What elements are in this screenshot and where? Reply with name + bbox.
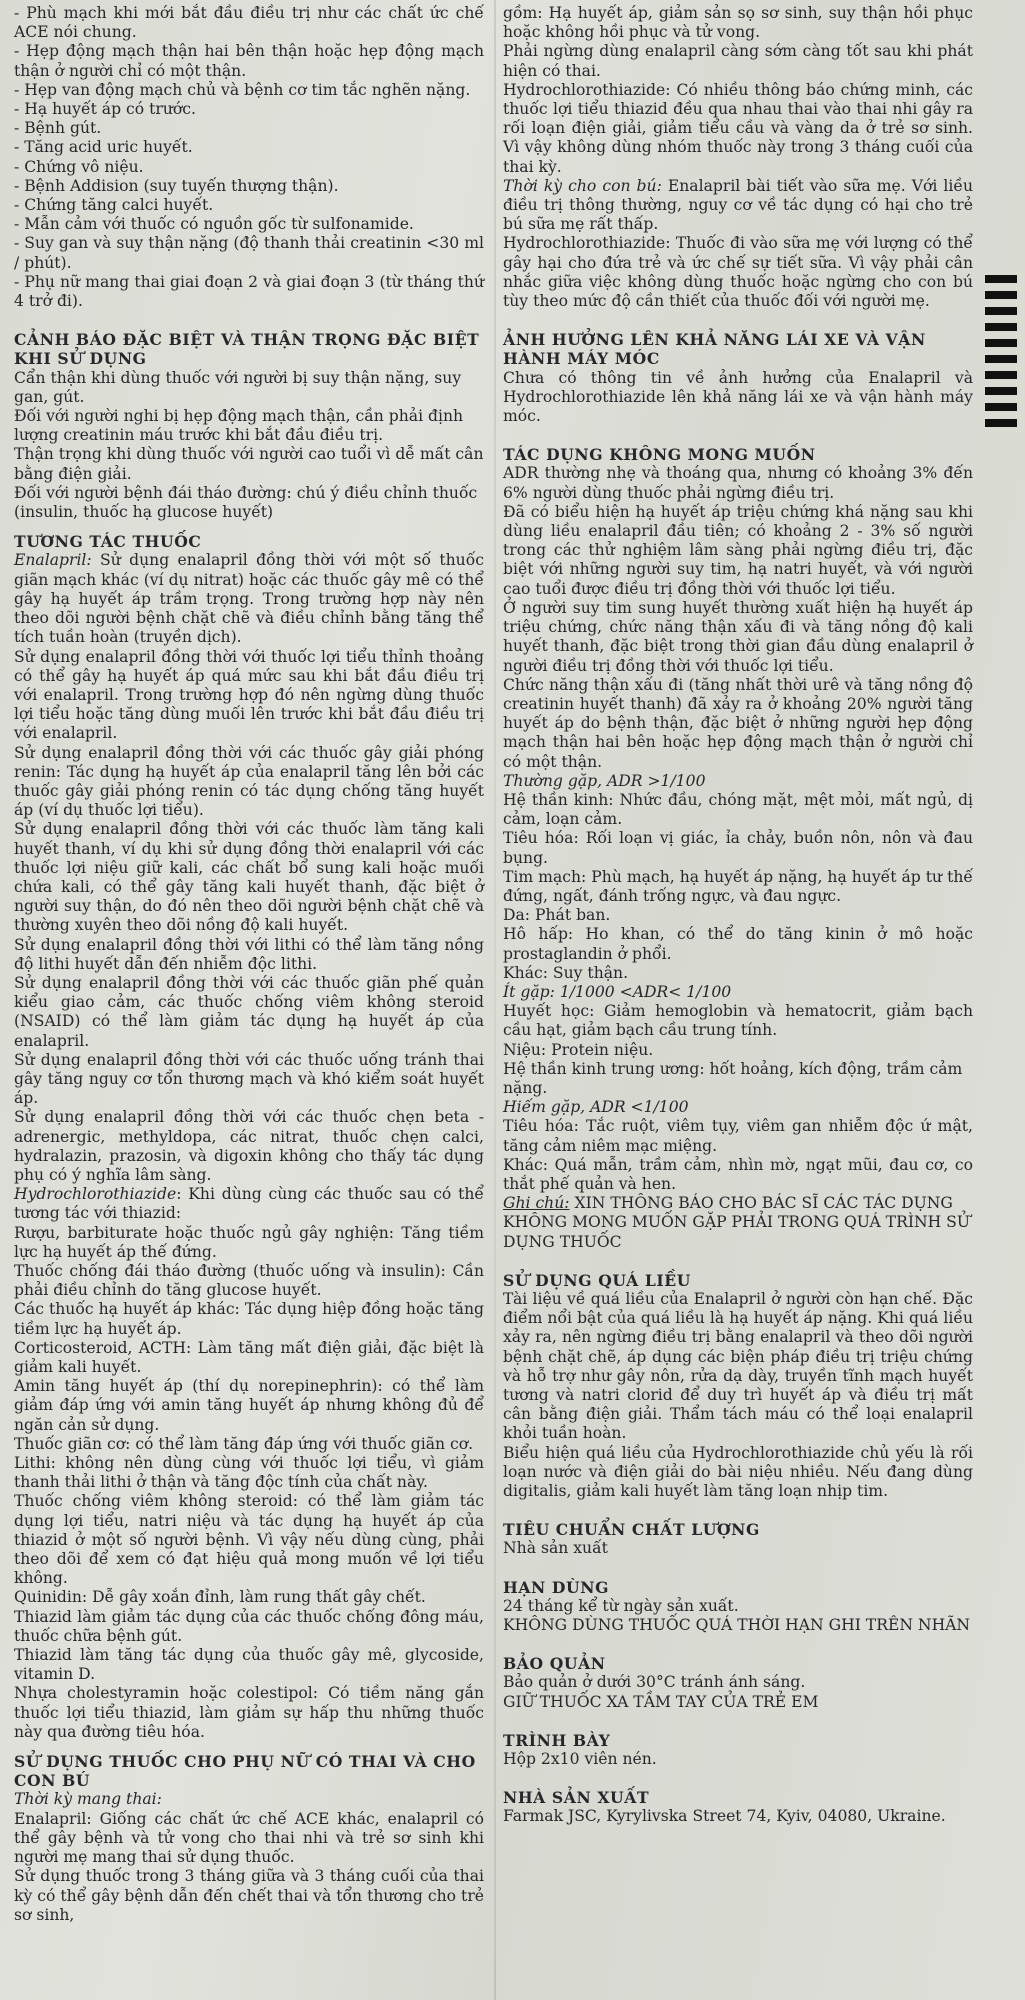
- paragraph: [14, 1185, 484, 1223]
- barcode-stripes: [985, 275, 1017, 433]
- list-item: - Tăng acid uric huyết.: [14, 138, 193, 157]
- subheading: Thời kỳ cho con bú:: [503, 176, 662, 195]
- list-item: - Phụ nữ mang thai giai đoạn 2 và giai đoạn 3 (từ tháng thứ 4 trở đi).: [14, 272, 484, 311]
- drug-label: Enalapril:: [14, 551, 92, 570]
- paragraph: GIỮ THUỐC XA TẦM TAY CỦA TRẺ EM: [503, 1692, 819, 1711]
- paragraph: Sử dụng enalapril đồng thời với các thuốc giãn phế quản kiểu giao cảm, các thuốc chống viêm không steroid (NSAID) có thể làm giảm tác dụng hạ huyết áp của enalapril.: [14, 973, 484, 1050]
- paragraph: Nhà sản xuất: [503, 1539, 608, 1558]
- frequency-label: Thường gặp, ADR >1/100: [503, 771, 706, 790]
- presentation-heading: TRÌNH BÀY: [503, 1730, 611, 1750]
- paragraph: Lithi: không nên dùng cùng với thuốc lợi tiểu, vì giảm thanh thải lithi ở thận và tăng độc tính của chất này.: [14, 1454, 484, 1492]
- paragraph: Biểu hiện quá liều của Hydrochlorothiazide chủ yếu là rối loạn nước và điện giải do bài niệu nhiều. Nếu đang dùng digitalis, giảm kali huyết làm tăng loạn nhịp tim.: [503, 1443, 973, 1501]
- paragraph: Tài liệu về quá liều của Enalapril ở người còn hạn chế. Đặc điểm nổi bật của quá liều là hạ huyết áp nặng. Khi quá liều xảy ra, nên ngừng điều trị bằng enalapril và theo dõi người bệnh chặt chẽ, áp dụng các biện pháp điều trị triệu chứng và hỗ trợ như gây nôn, rửa dạ dày, truyền tĩnh mạch huyết tương và natri clorid để duy trì huyết áp và điều trị mất cân bằng điện giải. Thẩm tách máu có thể loại enalapril khỏi tuần hoàn.: [503, 1290, 973, 1443]
- paragraph: Enalapril: Giống các chất ức chế ACE khác, enalapril có thể gây bệnh và tử vong cho thai nhi và trẻ sơ sinh khi người mẹ mang thai sử dụng thuốc.: [14, 1809, 484, 1867]
- list-item: - Chứng tăng calci huyết.: [14, 196, 214, 215]
- paragraph: Khác: Quá mẫn, trầm cảm, nhìn mờ, ngạt mũi, đau cơ, co thắt phế quản và hen.: [503, 1155, 973, 1193]
- paragraph: Huyết học: Giảm hemoglobin và hematocrit, giảm bạch cầu hạt, giảm bạch cầu trung tính.: [503, 1002, 973, 1040]
- paragraph: Tim mạch: Phù mạch, hạ huyết áp nặng, hạ huyết áp tư thế đứng, ngất, đánh trống ngực, và đau ngực.: [503, 867, 973, 905]
- list-item: - Bệnh gút.: [14, 119, 102, 138]
- paragraph: Thuốc chống viêm không steroid: có thể làm giảm tác dụng lợi tiểu, natri niệu và tác dụng hạ huyết áp của thiazid ở một số người bệnh. Vì vậy nếu dùng cùng, phải theo dõi để xem có đạt hiệu quả mong muốn về lợi tiểu không.: [14, 1492, 484, 1588]
- paragraph: Hệ thần kinh: Nhức đầu, chóng mặt, mệt mỏi, mất ngủ, dị cảm, loạn cảm.: [503, 790, 973, 829]
- paragraph: Farmak JSC, Kyrylivska Street 74, Kyiv, 04080, Ukraine.: [503, 1807, 946, 1826]
- paragraph: Amin tăng huyết áp (thí dụ norepinephrin): có thể làm giảm đáp ứng với amin tăng huyết áp nhưng không đủ để ngăn cản sử dụng.: [14, 1377, 484, 1434]
- paragraph: Quinidin: Dễ gây xoắn đỉnh, làm rung thất gây chết.: [14, 1588, 426, 1607]
- overdose-heading: SỬ DỤNG QUÁ LIỀU: [503, 1270, 691, 1290]
- paragraph: Hydrochlorothiazide: Thuốc đi vào sữa mẹ với lượng có thể gây hại cho đứa trẻ và ức chế sự tiết sữa. Vì vậy phải cân nhắc giữa việc không dùng thuốc hoặc ngừng cho con bú tùy theo mức độ cần thiết của thuốc đối với người mẹ.: [503, 234, 973, 311]
- contraindication-list: [14, 4, 484, 311]
- paragraph: Corticosteroid, ACTH: Làm tăng mất điện giải, đặc biệt là giảm kali huyết.: [14, 1338, 484, 1377]
- paragraph: Niệu: Protein niệu.: [503, 1040, 654, 1059]
- fold-line: [494, 0, 496, 2000]
- paragraph: Sử dụng enalapril đồng thời với các thuốc gây giải phóng renin: Tác dụng hạ huyết áp của enalapril tăng lên bởi các thuốc gây giải phóng renin có tác dụng chống tăng huyết áp (ví dụ thuốc lợi tiểu).: [14, 743, 484, 820]
- paragraph: Các thuốc hạ huyết áp khác: Tác dụng hiệp đồng hoặc tăng tiềm lực hạ huyết áp.: [14, 1300, 484, 1338]
- paragraph: Hộp 2x10 viên nén.: [503, 1750, 657, 1769]
- frequency-label: Ít gặp: 1/1000 <ADR< 1/100: [503, 982, 732, 1001]
- paragraph: Tiêu hóa: Tắc ruột, viêm tụy, viêm gan nhiễm độc ứ mật, tăng cảm niêm mạc miệng.: [503, 1117, 973, 1155]
- paragraph: Thuốc chống đái tháo đường (thuốc uống và insulin): Cần phải điều chỉnh do tăng glucose huyết.: [14, 1262, 484, 1300]
- paragraph: Chức năng thận xấu đi (tăng nhất thời urê và tăng nồng độ creatinin huyết thanh) đã xảy ra ở khoảng 20% người tăng huyết áp do bệnh thận, đặc biệt ở những người hẹp động mạch thận hai bên hoặc hẹp động mạch thận ở người chỉ có một thận.: [503, 675, 973, 771]
- paragraph: ADR thường nhẹ và thoáng qua, nhưng có khoảng 3% đến 6% người dùng thuốc phải ngừng điều trị.: [503, 464, 973, 502]
- drug-label: Hydrochlorothiazide: [14, 1185, 177, 1204]
- paragraph: Phải ngừng dùng enalapril càng sớm càng tốt sau khi phát hiện có thai.: [503, 42, 973, 80]
- paragraph: Thiazid làm giảm tác dụng của các thuốc chống đông máu, thuốc chữa bệnh gút.: [14, 1607, 484, 1645]
- paragraph: Tiêu hóa: Rối loạn vị giác, ỉa chảy, buồn nôn, nôn và đau bụng.: [503, 829, 973, 867]
- list-item: - Hẹp van động mạch chủ và bệnh cơ tim tắc nghẽn nặng.: [14, 80, 471, 99]
- paragraph: Chưa có thông tin về ảnh hưởng của Enalapril và Hydrochlorothiazide lên khả năng lái xe và vận hành máy móc.: [503, 368, 973, 426]
- paragraph: KHÔNG DÙNG THUỐC QUÁ THỜI HẠN GHI TRÊN NHÃN: [503, 1616, 971, 1635]
- frequency-label: Hiếm gặp, ADR <1/100: [503, 1098, 689, 1117]
- right-column: [503, 4, 973, 1827]
- list-item: - Mẫn cảm với thuốc có nguồn gốc từ sulfonamide.: [14, 215, 414, 234]
- paragraph-text: Sử dụng enalapril đồng thời với một số thuốc giãn mạch khác (ví dụ nitrat) hoặc các thuốc gây mê có thể gây hạ huyết áp trầm trọng. Trong trường hợp này nên theo dõi người bệnh chặt chẽ và điều chỉnh bằng tăng thể tích tuần hoàn (truyền dịch).: [14, 551, 484, 647]
- paragraph: 24 tháng kể từ ngày sản xuất.: [503, 1596, 739, 1615]
- paragraph: Sử dụng enalapril đồng thời với lithi có thể làm tăng nồng độ lithi huyết dẫn đến nhiễm độc lithi.: [14, 935, 484, 973]
- note: [503, 1194, 973, 1252]
- list-item: - Hạ huyết áp có trước.: [14, 100, 196, 119]
- manufacturer-heading: NHÀ SẢN XUẤT: [503, 1788, 650, 1808]
- pregnancy-heading: SỬ DỤNG THUỐC CHO PHỤ NỮ CÓ THAI VÀ CHO CON BÚ: [14, 1752, 476, 1791]
- quality-heading: TIÊU CHUẨN CHẤT LƯỢNG: [503, 1520, 760, 1540]
- paragraph: [503, 177, 973, 235]
- warnings-heading: CẢNH BÁO ĐẶC BIỆT VÀ THẬN TRỌNG ĐẶC BIỆT KHI SỬ DỤNG: [14, 330, 480, 369]
- left-column: [14, 4, 484, 1925]
- paragraph: Hệ thần kinh trung ương: hốt hoảng, kích động, trầm cảm nặng.: [503, 1059, 963, 1097]
- paragraph: Ở người suy tim sung huyết thường xuất hiện hạ huyết áp triệu chứng, chức năng thận xấu đi và tăng nồng độ kali huyết thanh, đặc biệt trong thời gian đầu dùng enalapril ở người điều trị đồng thời với thuốc lợi tiểu.: [503, 598, 973, 675]
- paragraph: [14, 551, 484, 647]
- paragraph: Sử dụng enalapril đồng thời với thuốc lợi tiểu thỉnh thoảng có thể gây hạ huyết áp quá mức sau khi bắt đầu điều trị với enalapril. Trong trường hợp đó nên ngừng dùng thuốc lợi tiểu hoặc tăng dùng muối lên trước khi bắt đầu điều trị với enalapril.: [14, 647, 484, 743]
- paragraph: gồm: Hạ huyết áp, giảm sản sọ sơ sinh, suy thận hồi phục hoặc không hồi phục và tử vong.: [503, 4, 973, 42]
- paragraph: Hô hấp: Ho khan, có thể do tăng kinin ở mô hoặc prostaglandin ở phổi.: [503, 925, 973, 963]
- adr-heading: TÁC DỤNG KHÔNG MONG MUỐN: [503, 445, 816, 465]
- list-item: - Bệnh Addision (suy tuyến thượng thận).: [14, 176, 339, 195]
- paragraph: Hydrochlorothiazide: Có nhiều thông báo chứng minh, các thuốc lợi tiểu thiazid đều qua nhau thai vào thai nhi gây ra rối loạn điện giải, giảm tiểu cầu và vàng da ở trẻ sơ sinh. Vì vậy không dùng nhóm thuốc này trong 3 tháng cuối của thai kỳ.: [503, 80, 973, 176]
- paragraph: Sử dụng enalapril đồng thời với các thuốc chẹn beta - adrenergic, methyldopa, các nitrat, thuốc chẹn calci, hydralazin, prazosin, và digoxin không cho thấy tác dụng phụ có ý nghĩa lâm sàng.: [14, 1108, 484, 1184]
- paragraph: Đã có biểu hiện hạ huyết áp triệu chứng khá nặng sau khi dùng liều enalapril đầu tiên; có khoảng 2 - 3% số người trong các thử nghiệm lâm sàng phải ngừng điều trị, đặc biệt với những người suy tim, hạ natri huyết, và với người cao tuổi được điều trị đồng thời với thuốc lợi tiểu.: [503, 502, 973, 598]
- interactions-heading: TƯƠNG TÁC THUỐC: [14, 532, 202, 552]
- note-text: XIN THÔNG BÁO CHO BÁC SĨ CÁC TÁC DỤNG KHÔNG MONG MUỐN GẶP PHẢI TRONG QUÁ TRÌNH SỬ DỤNG THUỐC: [503, 1194, 971, 1251]
- paragraph: Đối với người bệnh đái tháo đường: chú ý điều chỉnh thuốc (insulin, thuốc hạ glucose huyết): [14, 483, 478, 522]
- shelf-life-heading: HẠN DÙNG: [503, 1577, 610, 1597]
- paragraph-text: Enalapril bài tiết vào sữa mẹ. Với liều điều trị thông thường, nguy cơ về tác dụng có hại cho trẻ bú sữa mẹ rất thấp.: [503, 176, 973, 234]
- paragraph: Thận trọng khi dùng thuốc với người cao tuổi vì dễ mất cân bằng điện giải.: [14, 445, 484, 483]
- storage-heading: BẢO QUẢN: [503, 1654, 606, 1674]
- paragraph: Khác: Suy thận.: [503, 963, 629, 982]
- paragraph: Cẩn thận khi dùng thuốc với người bị suy thận nặng, suy gan, gút.: [14, 368, 462, 406]
- paragraph: Thiazid làm tăng tác dụng của thuốc gây mê, glycoside, vitamin D.: [14, 1646, 484, 1684]
- paragraph: Bảo quản ở dưới 30°C tránh ánh sáng.: [503, 1673, 806, 1692]
- note-label: Ghi chú:: [503, 1194, 570, 1213]
- paragraph: Sử dụng enalapril đồng thời với các thuốc làm tăng kali huyết thanh, ví dụ khi sử dụng đồng thời enalapril với các thuốc lợi niệu giữ kali, các chất bổ sung kali hoặc muối chứa kali, có thể gây tăng kali huyết thanh, đặc biệt ở người suy thận, do đó nên theo dõi người bệnh chặt chẽ và thường xuyên theo dõi nồng độ kali huyết.: [14, 820, 484, 935]
- paragraph: Rượu, barbiturate hoặc thuốc ngủ gây nghiện: Tăng tiềm lực hạ huyết áp thế đứng.: [14, 1223, 484, 1261]
- list-item: - Hẹp động mạch thận hai bên thận hoặc hẹp động mạch thận ở người chỉ có một thận.: [14, 42, 484, 80]
- paragraph: Đối với người nghi bị hẹp động mạch thận, cần phải định lượng creatinin máu trước khi bắt đầu điều trị.: [14, 407, 464, 445]
- paragraph: Sử dụng enalapril đồng thời với các thuốc uống tránh thai gây tăng nguy cơ tổn thương mạch và khó kiểm soát huyết áp.: [14, 1050, 484, 1108]
- list-item: - Suy gan và suy thận nặng (độ thanh thải creatinin <30 ml / phút).: [14, 234, 484, 272]
- subheading: Thời kỳ mang thai:: [14, 1790, 162, 1809]
- paragraph: Sử dụng thuốc trong 3 tháng giữa và 3 tháng cuối của thai kỳ có thể gây bệnh dẫn đến chết thai và tổn thương cho trẻ sơ sinh,: [14, 1867, 484, 1924]
- list-item: - Phù mạch khi mới bắt đầu điều trị như các chất ức chế ACE nói chung.: [14, 4, 484, 42]
- paragraph: Da: Phát ban.: [503, 906, 611, 925]
- paragraph: Nhựa cholestyramin hoặc colestipol: Có tiềm năng gắn thuốc lợi tiểu thiazid, làm giảm sự hấp thu những thuốc này qua đường tiêu hóa.: [14, 1684, 484, 1741]
- list-item: - Chứng vô niệu.: [14, 157, 144, 176]
- driving-heading: ẢNH HƯỞNG LÊN KHẢ NĂNG LÁI XE VÀ VẬN HÀNH MÁY MÓC: [503, 330, 926, 369]
- paragraph: Thuốc giãn cơ: có thể làm tăng đáp ứng với thuốc giãn cơ.: [14, 1434, 474, 1453]
- paragraph-text: : Khi dùng cùng các thuốc sau có thể tương tác với thiazid:: [14, 1185, 484, 1223]
